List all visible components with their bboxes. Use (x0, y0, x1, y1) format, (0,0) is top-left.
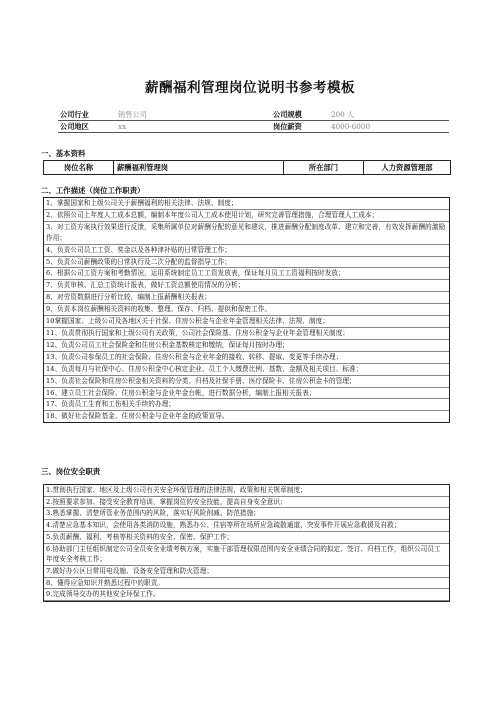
duty-item: 9、负责本岗位薪酬相关资料的收集、整理、保存、归档、提供和保密工作。 (44, 304, 449, 316)
duty-item: 8、对劳资数据进行分析比较，编制上报薪酬相关报表； (44, 292, 449, 304)
duty-item: 6、根据公司工资方案和考勤情况，运用系统制定员工工资发放表，保证每月员工工资福利按时发放； (44, 268, 449, 280)
safety-duty-item: 6.协助部门主任组织制定公司全员安全业绩考核方案，实施干部管理权限范围内安全业绩合同的拟定、签订、归档工作，组织公司员工年度安全考核工作； (44, 544, 449, 566)
section-heading-basic: 一、基本资料 (41, 149, 86, 158)
department-value: 人力资源管理部 (364, 161, 451, 175)
industry-value: 销售公司 (116, 109, 271, 121)
duties-list (43, 197, 450, 423)
duty-item: 18、做好社会保险基金、住房公积金与企业年金的政策宣导。 (46, 412, 229, 421)
industry-label: 公司行业 (58, 109, 116, 121)
duty-item: 5、负责公司薪酬政策的日常执行及二次分配的监督指导工作； (44, 257, 449, 269)
duty-item: 15、负责社会保险和住房公积金相关资料的分类、归档及社保手册、医疗保险卡、住房公积金卡的管理； (44, 376, 449, 388)
safety-duty-item: 9.完成领导交办的其他安全环保工作。 (44, 589, 449, 601)
safety-duty-item: 5.负责薪酬、福利、考核等相关资料的安全、保密、保护工作； (44, 532, 449, 544)
section-heading-duties: 二、工作描述（岗位工作职责） (41, 186, 145, 195)
duty-item: 16、建立员工社会保险、住房公积金与企业年金台帐，进行数据分析，编制上报相关报表； (44, 388, 449, 400)
safety-duty-item: 3.熟悉掌握、清楚所管业务范围内的风险，落实好风险削减、防范措施； (44, 508, 449, 520)
duty-item: 10掌握国家、上级公司及各地区关于社保、住房公积金与企业年金管理相关法律、法规、制度； (44, 316, 449, 328)
region-value: xx (116, 121, 271, 133)
department-label: 所在部门 (284, 161, 364, 175)
basic-info-table (43, 160, 451, 175)
duty-item: 3、对工资方案执行效果进行反馈，采集所属单位对薪酬分配的意见和建议，推进薪酬分配制度改革、建立和完善，有效发挥薪酬的激励作用； (44, 222, 449, 245)
duty-item: 13、负责公司参保员工的社会保险、住房公积金与企业年金的接收、转移、提取、变更等手续办理； (44, 352, 449, 364)
duty-item: 12、负责公司员工社会保险金和住房公积金基数核定和缴纳，保证每月按时办理； (44, 340, 449, 352)
region-label: 公司地区 (58, 121, 116, 133)
duty-item: 17、负责员工生育和工伤相关手续的办理； (44, 399, 449, 411)
duty-item: 11、负责贯彻执行国家和上级公司有关政策，公司社会保险基、住房公积金与企业年金管理相关制度； (44, 328, 449, 340)
duty-item: 2、依照公司上年度人工成本总额，编制本年度公司人工成本使用计划，研究完善管理措施，合理管理人工成本； (44, 210, 449, 222)
safety-duty-item: 1.贯彻执行国家、地区及上级公司有关安全环保管理的法律法规、政策和相关规章制度； (44, 485, 449, 497)
post-name-value: 薪酬福利管理岗 (114, 161, 284, 175)
safety-list (43, 484, 450, 602)
section-heading-safety: 三、岗位安全职责 (41, 467, 101, 476)
duty-item: 7、负责审核、汇总工资统计报表，做好工资总额使用情况的分析； (44, 280, 449, 292)
duty-item: 1、掌握国家和上级公司关于薪酬福利的相关法律、法规、制度； (44, 198, 449, 210)
size-value: 200 人 (329, 109, 449, 121)
safety-duty-item: 8、懂得应急知识并熟悉过程中的职责。 (44, 578, 449, 590)
post-name-label: 岗位名称 (44, 161, 114, 175)
salary-label: 岗位薪资 (271, 121, 329, 133)
company-info-table (58, 109, 449, 133)
duty-item: 4、负责公司员工工资、奖金以及各种津补贴的日常管理工作； (44, 245, 449, 257)
safety-duty-item: 2.按照要求参加、接受安全教育培训，掌握岗位的安全技能，提高自身安全意识； (44, 497, 449, 509)
page-title: 薪酬福利管理岗位说明书参考模板 (145, 80, 355, 96)
duty-item: 14、负责每月与社保中心、住房公积金中心核定企业、员工个人缴费比例、基数、金额及相关项目、标准； (44, 364, 449, 376)
salary-value: 4000-6000 (329, 121, 449, 133)
safety-duty-item: 7.做好办公区日常用电设施、设备安全管理和防火管理； (44, 566, 449, 578)
safety-duty-item: 4.清楚应急基本知识，会使用各类消防设施，熟悉办公、住宿等所在场所应急疏散通道，突发事件开展应急救援及自救； (44, 520, 449, 532)
size-label: 公司规模 (271, 109, 329, 121)
